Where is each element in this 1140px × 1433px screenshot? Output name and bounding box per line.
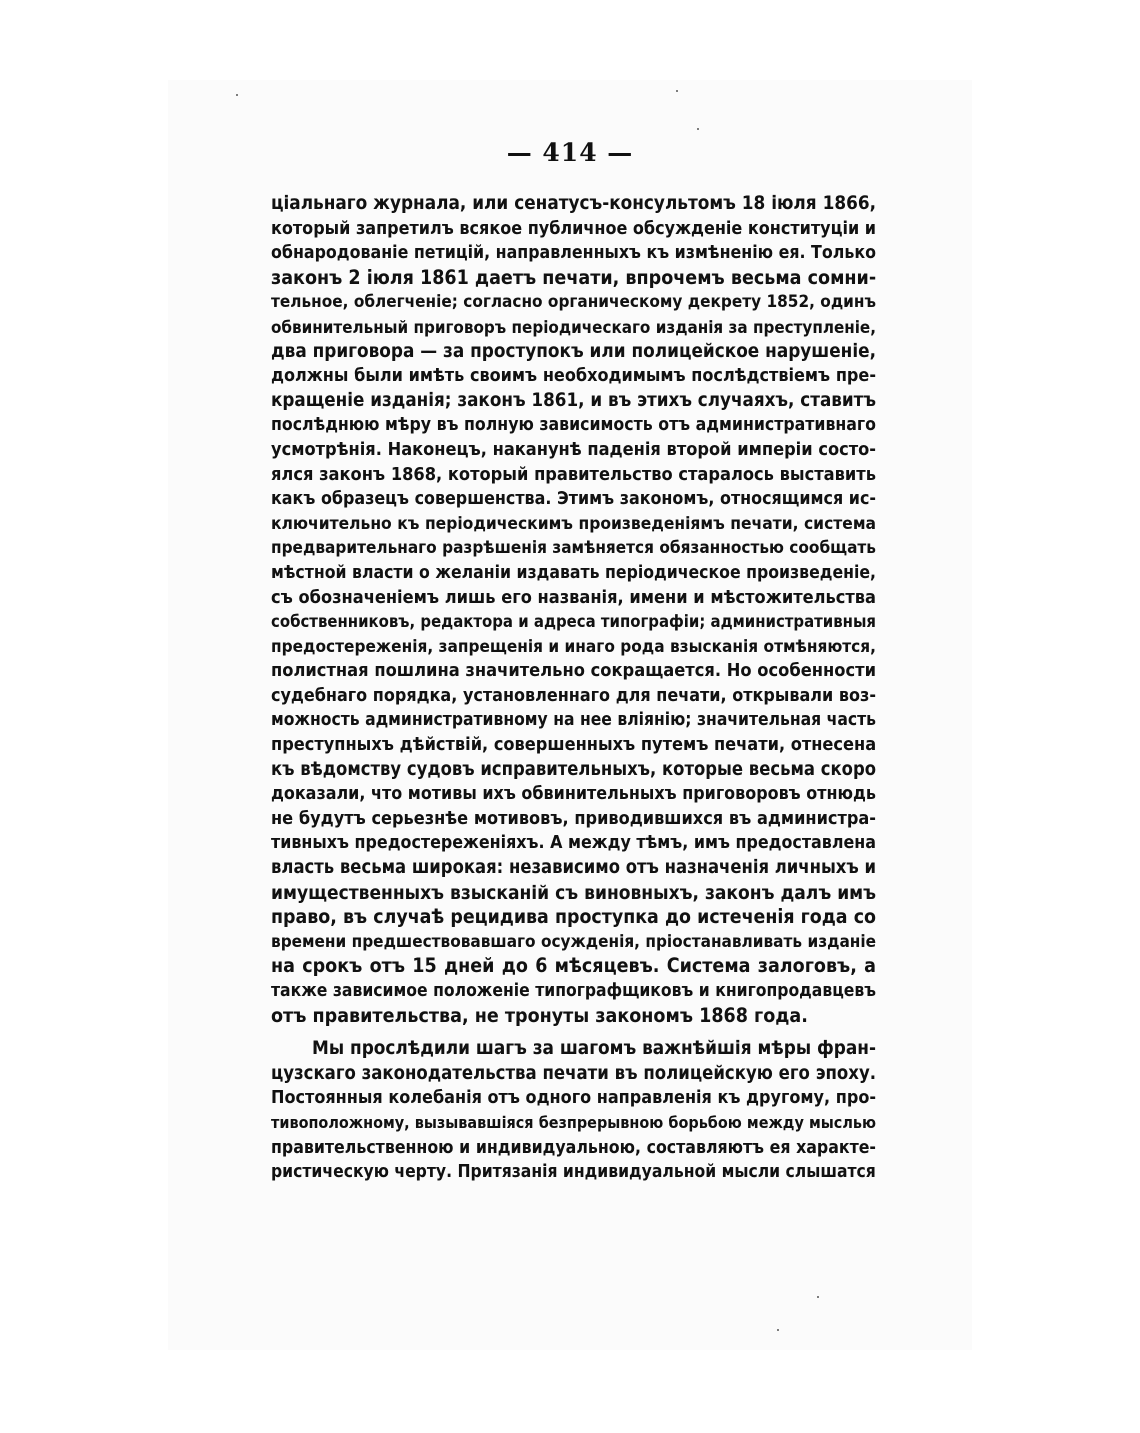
text-line: ялся законъ 1868, который правительство старалось выставить	[271, 463, 876, 485]
text-line: усмотрѣнія. Наконецъ, наканунѣ паденія второй имперіи состо-	[271, 438, 876, 460]
body-text	[271, 192, 876, 1185]
text-line: отъ правительства, не тронуты закономъ 1868 года.	[271, 1003, 808, 1027]
text-line: судебнаго порядка, установленнаго для печати, открывали воз-	[271, 684, 876, 706]
text-line: право, въ случаѣ рецидива проступка до истеченія года со	[271, 905, 876, 929]
text-line: ціальнаго журнала, или сенатусъ-консультомъ 18 іюля 1866,	[271, 193, 876, 214]
text-line: имущественныхъ взысканій съ виновныхъ, законъ далъ имъ	[271, 881, 876, 904]
text-line: два приговора — за проступокъ или полицейское нарушеніе,	[271, 340, 876, 362]
text-line: ристическую черту. Притязанія индивидуальной мысли слышатся	[271, 1162, 876, 1183]
text-line: Мы прослѣдили шагъ за шагомъ важнѣйшія мѣры фран-	[312, 1038, 876, 1060]
text-line: тивныхъ предостереженіяхъ. А между тѣмъ, имъ предоставлена	[271, 833, 876, 854]
text-line: мѣстной власти о желаніи издавать періодическое произведеніе,	[271, 562, 876, 583]
text-line: Постоянныя колебанія отъ одного направленія къ другому, про-	[271, 1087, 877, 1109]
text-line: обнародованіе петицій, направленныхъ къ измѣненію ея. Только	[271, 243, 876, 264]
text-line: правительственною и индивидуальною, составляютъ ея характе-	[271, 1137, 876, 1158]
text-line: какъ образецъ совершенства. Этимъ закономъ, относящимся ис-	[271, 489, 876, 510]
text-line: также зависимое положеніе типографщиковъ и книгопродавцевъ	[271, 981, 876, 1001]
text-line: на срокъ отъ 15 дней до 6 мѣсяцевъ. Система залоговъ, а	[271, 954, 876, 978]
page-number: — 414 —	[506, 138, 634, 167]
paragraph-1	[271, 192, 876, 1028]
text-line: законъ 2 іюля 1861 даетъ печати, впрочемъ весьма сомни-	[271, 265, 877, 289]
text-line: съ обозначеніемъ лишь его названія, имени и мѣстожительства	[271, 586, 876, 608]
text-line: можность административному на нее вліянію; значительная часть	[271, 710, 876, 731]
text-line: предварительнаго разрѣшенія замѣняется обязанностью сообщать	[271, 538, 876, 559]
text-line: ключительно къ періодическимъ произведеніямъ печати, система	[271, 513, 876, 534]
text-line: который запретилъ всякое публичное обсужденіе конституціи и	[271, 217, 876, 239]
text-line: обвинительный приговоръ періодическаго изданія за преступленіе,	[271, 316, 876, 337]
text-line: не будутъ серьезнѣе мотивовъ, приводившихся въ администра-	[271, 807, 876, 829]
paragraph-2	[271, 1037, 876, 1185]
text-line: къ вѣдомству судовъ исправительныхъ, которые весьма скоро	[271, 758, 876, 780]
scan-speck	[236, 94, 238, 96]
text-line: собственниковъ, редактора и адреса типографіи; административныя	[271, 612, 876, 632]
paragraph-gap	[271, 1028, 876, 1037]
scan-speck	[817, 1296, 819, 1298]
text-line: преступныхъ дѣйствій, совершенныхъ путемъ печати, отнесена	[271, 734, 877, 756]
scan-speck	[777, 1329, 779, 1331]
scan-speck	[697, 128, 699, 130]
text-line: должны были имѣть своимъ необходимымъ послѣдствіемъ пре-	[271, 365, 876, 387]
text-line: доказали, что мотивы ихъ обвинительныхъ приговоровъ отнюдь	[271, 784, 876, 805]
text-line: времени предшествовавшаго осужденія, пріостанавливать изданіе	[271, 931, 876, 952]
text-line: послѣднюю мѣру въ полную зависимость отъ административнаго	[271, 415, 876, 436]
text-line: цузскаго законодательства печати въ полицейскую его эпоху.	[271, 1062, 876, 1084]
text-line: кращеніе изданія; законъ 1861, и въ этихъ случаяхъ, ставитъ	[271, 389, 876, 411]
text-line: тивоположному, вызывавшіяся безпрерывною борьбою между мыслью	[271, 1112, 876, 1132]
text-line: предостереженія, запрещенія и инаго рода взысканія отмѣняются,	[271, 636, 876, 657]
text-line: власть весьма широкая: независимо отъ назначенія личныхъ и	[271, 857, 876, 879]
text-line: полистная пошлина значительно сокращается. Но особенности	[271, 660, 876, 682]
text-line: тельное, облегченіе; согласно органическому декрету 1852, одинъ	[271, 292, 876, 313]
scan-speck	[676, 90, 678, 92]
